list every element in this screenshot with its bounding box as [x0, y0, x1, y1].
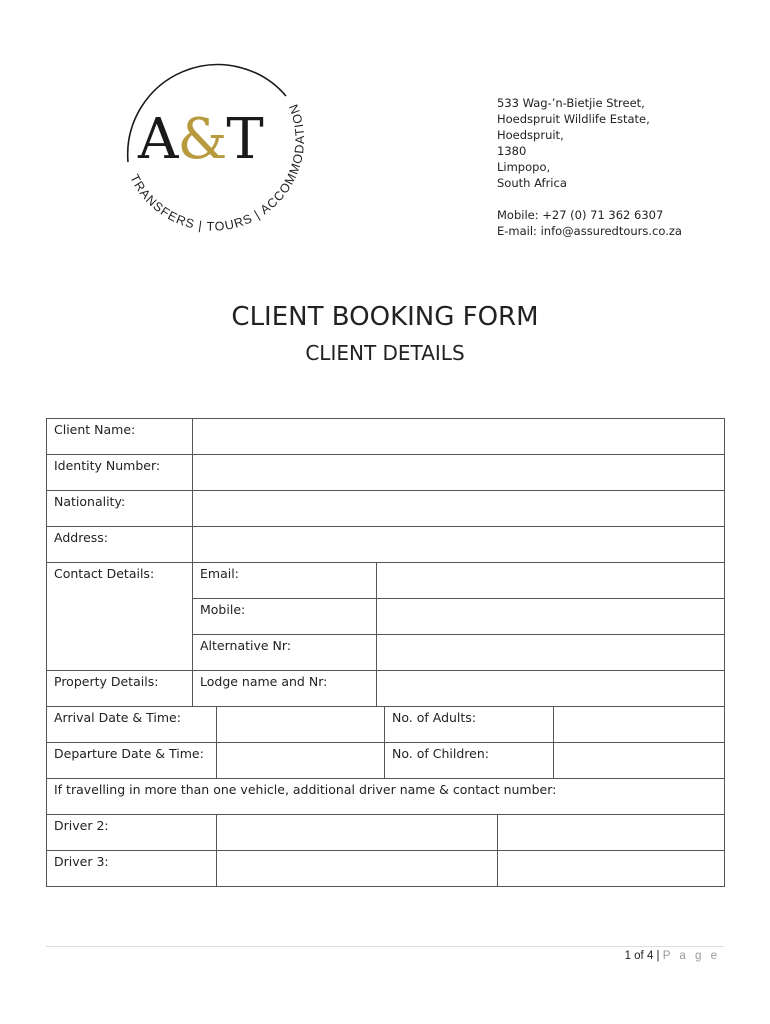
additional-driver-label: If travelling in more than one vehicle, additional driver name & contact number:	[47, 779, 725, 815]
table-row	[47, 491, 725, 527]
mobile-field[interactable]	[377, 599, 725, 635]
identity-number-field[interactable]	[193, 455, 725, 491]
table-row	[47, 419, 725, 455]
adults-label: No. of Adults:	[385, 707, 554, 743]
driver-2-contact-field[interactable]	[498, 815, 725, 851]
company-address	[497, 95, 682, 239]
address-label: Address:	[47, 527, 193, 563]
table-row	[47, 671, 725, 707]
table-row	[47, 707, 725, 743]
departure-label: Departure Date & Time:	[47, 743, 217, 779]
logo-ampersand: &	[177, 107, 227, 172]
alternative-number-label: Alternative Nr:	[193, 635, 377, 671]
table-row	[47, 815, 725, 851]
table-row	[47, 455, 725, 491]
driver-2-name-field[interactable]	[217, 815, 498, 851]
email-field[interactable]	[377, 563, 725, 599]
footer-divider	[46, 946, 724, 947]
arrival-field[interactable]	[217, 707, 385, 743]
table-row	[47, 527, 725, 563]
driver-2-label: Driver 2:	[47, 815, 217, 851]
table-row	[47, 851, 725, 887]
table-row	[47, 779, 725, 815]
client-name-field[interactable]	[193, 419, 725, 455]
mobile-number: Mobile: +27 (0) 71 362 6307	[497, 208, 664, 222]
address-line: Limpopo,	[497, 160, 551, 174]
page-title: CLIENT BOOKING FORM	[231, 302, 539, 332]
alternative-number-field[interactable]	[377, 635, 725, 671]
nationality-field[interactable]	[193, 491, 725, 527]
arrival-label: Arrival Date & Time:	[47, 707, 217, 743]
mobile-label: Mobile:	[193, 599, 377, 635]
email-label: Email:	[193, 563, 377, 599]
section-title: CLIENT DETAILS	[305, 341, 465, 365]
lodge-label: Lodge name and Nr:	[193, 671, 377, 707]
footer-separator: |	[656, 950, 660, 962]
page-number: 1 of 4	[624, 950, 654, 962]
logo-letter-t: T	[226, 107, 263, 172]
page-footer	[625, 950, 720, 962]
property-details-label: Property Details:	[47, 671, 193, 707]
driver-3-name-field[interactable]	[217, 851, 498, 887]
logo-ring-text: TRANSFERS | TOURS | ACCOMMODATION	[127, 101, 308, 234]
driver-3-label: Driver 3:	[47, 851, 217, 887]
children-label: No. of Children:	[385, 743, 554, 779]
address-line: 1380	[497, 144, 527, 158]
address-gap	[497, 191, 682, 207]
company-logo	[118, 62, 318, 252]
page-label: P a g e	[662, 950, 720, 962]
table-row	[47, 743, 725, 779]
email-address: E-mail: info@assuredtours.co.za	[497, 224, 682, 238]
address-line: Hoedspruit Wildlife Estate,	[497, 112, 650, 126]
lodge-field[interactable]	[377, 671, 725, 707]
address-field[interactable]	[193, 527, 725, 563]
client-details-form	[46, 418, 725, 887]
children-field[interactable]	[554, 743, 725, 779]
adults-field[interactable]	[554, 707, 725, 743]
nationality-label: Nationality:	[47, 491, 193, 527]
departure-field[interactable]	[217, 743, 385, 779]
logo-monogram	[138, 107, 263, 172]
logo-letter-a: A	[138, 107, 178, 172]
driver-3-contact-field[interactable]	[498, 851, 725, 887]
identity-number-label: Identity Number:	[47, 455, 193, 491]
address-line: 533 Wag-’n-Bietjie Street,	[497, 96, 645, 110]
table-row	[47, 563, 725, 599]
contact-details-label: Contact Details:	[47, 563, 193, 671]
address-line: Hoedspruit,	[497, 128, 564, 142]
client-name-label: Client Name:	[47, 419, 193, 455]
address-line: South Africa	[497, 176, 567, 190]
